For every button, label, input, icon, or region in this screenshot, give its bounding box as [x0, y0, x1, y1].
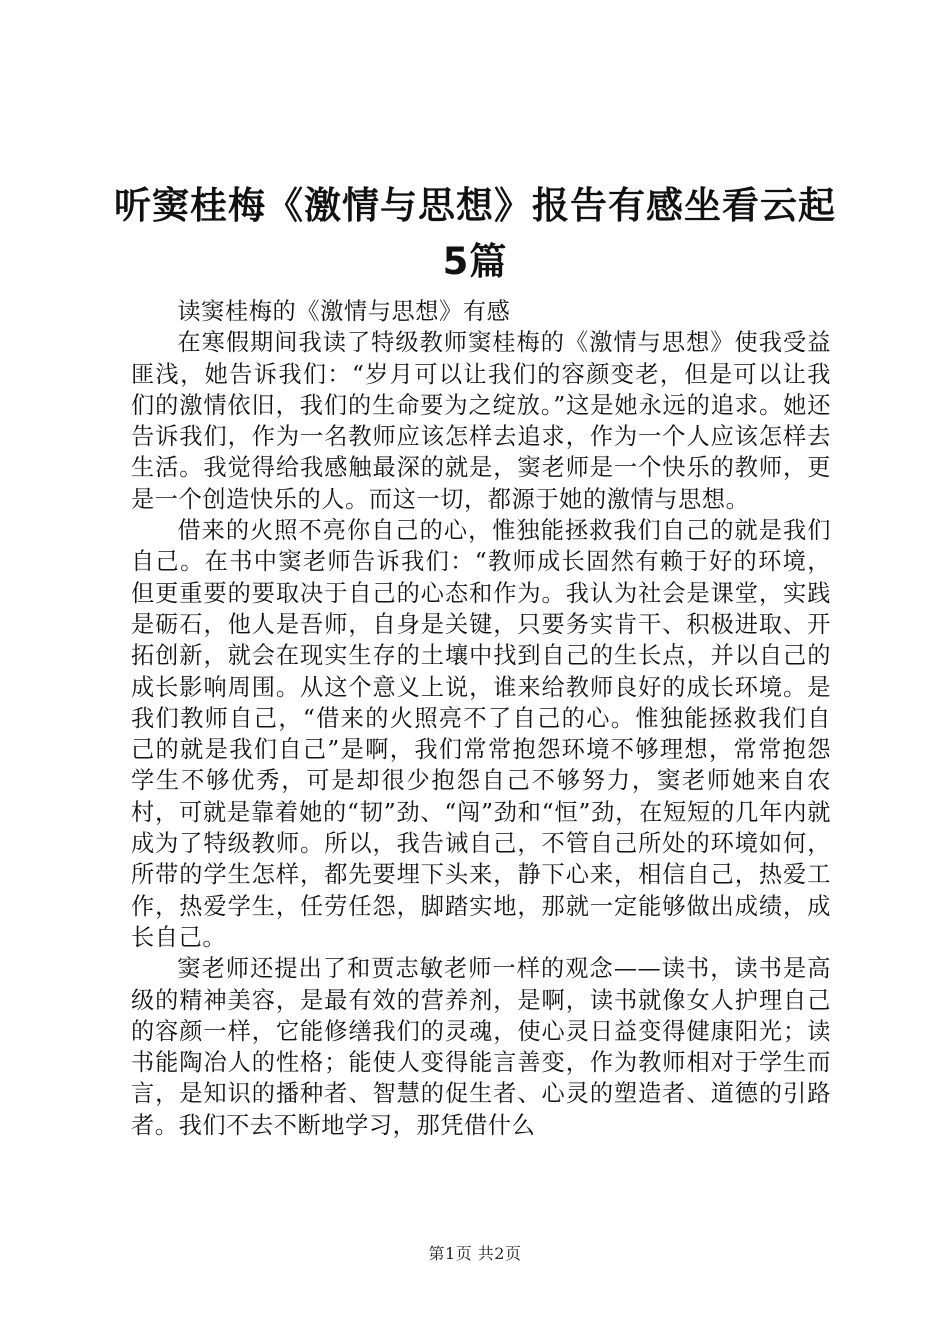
page-number-footer: 第1页 共2页 [428, 1244, 522, 1263]
document-title: 听窦桂梅《激情与思想》报告有感坐看云起5篇 [114, 184, 836, 283]
paragraph: 借来的火照不亮你自己的心，惟独能拯救我们自己的就是我们自己。在书中窦老师告诉我们：“教师成长固然有赖于好的环境，但更重要的要取决于自己的心态和作为。我认为社会是课堂，实践是砺石，他人是吾师，自身是关键，只要务实肯干、积极进取、开拓创新，就会在现实生存的土壤中找到自己的生长点，并以自己的成长影响周围。从这个意义上说，谁来给教师良好的成长环境。是我们教师自己，“借来的火照亮不了自己的心。惟独能拯救我们自己的就是我们自己”是啊，我们常常抱怨环境不够理想，常常抱怨学生不够优秀，可是却很少抱怨自己不够努力，窦老师她来自农村，可就是靠着她的“韧”劲、“闯”劲和“恒”劲，在短短的几年内就成为了特级教师。所以，我告诫自己，不管自己所处的环境如何，所带的学生怎样，都先要埋下头来，静下心来，相信自己，热爱工作，热爱学生，任劳任怨，脚踏实地，那就一定能够做出成绩，成长自己。 [131, 517, 831, 951]
paragraph-subheading: 读窦桂梅的《激情与思想》有感 [177, 298, 511, 325]
paragraph: 窦老师还提出了和贾志敏老师一样的观念——读书，读书是高级的精神美容，是最有效的营养剂，是啊，读书就像女人护理自己的容颜一样，它能修缮我们的灵魂，使心灵日益变得健康阳光；读书能陶冶人的性格；能使人变得能言善变，作为教师相对于学生而言，是知识的播种者、智慧的促生者、心灵的塑造者、道德的引路者。我们不去不断地学习，那凭借什么 [131, 955, 831, 1139]
document-body [131, 296, 831, 1141]
paragraph: 在寒假期间我读了特级教师窦桂梅的《激情与思想》使我受益匪浅，她告诉我们：“岁月可以让我们的容颜变老，但是可以让我们的激情依旧，我们的生命要为之绽放。”这是她永远的追求。她还告诉我们，作为一名教师应该怎样去追求，作为一个人应该怎样去生活。我觉得给我感触最深的就是，窦老师是一个快乐的教师，更是一个创造快乐的人。而这一切，都源于她的激情与思想。 [131, 329, 831, 513]
